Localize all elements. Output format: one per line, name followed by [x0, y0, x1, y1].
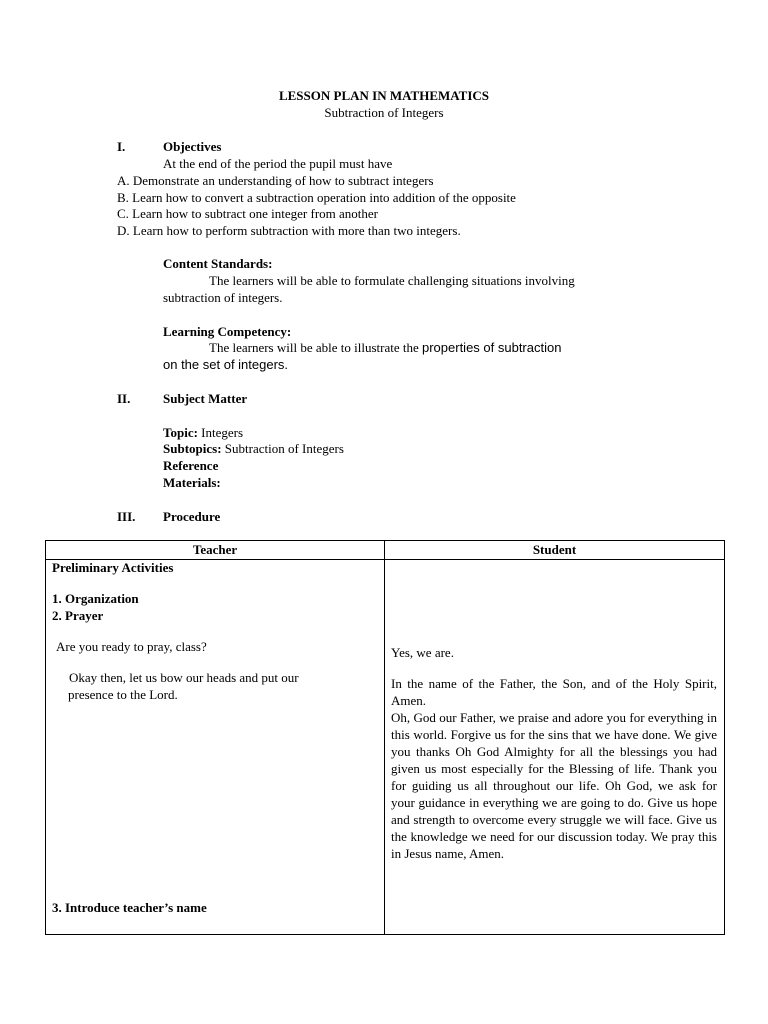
student-prayer: Oh, God our Father, we praise and adore you for everything in this world. Forgive us for the sins that we have done. We give you thanks Oh God Almighty for all the blessings you had given us most especially for the Blessing of life. Thank you for guiding us all throughout our life. Oh God, we ask for your guidance in everything we are going to do. Give us hope and strength to overcome every struggle we will face. Give us the knowledge we need for our discussion today. We pray this in Jesus name, Amen. — [391, 710, 717, 861]
objectives-heading: Objectives — [163, 139, 222, 154]
teacher-question: Are you ready to pray, class? — [56, 639, 207, 654]
document-title: LESSON PLAN IN MATHEMATICS — [278, 88, 490, 103]
objective-item: D. Learn how to perform subtraction with more than two integers. — [117, 223, 461, 238]
learning-competency-line-2: on the set of integers. — [163, 357, 289, 372]
procedure-table-header-row — [46, 541, 725, 560]
reference-label: Reference — [163, 458, 219, 473]
column-header-student: Student — [385, 541, 725, 560]
content-standards-line-2: subtraction of integers. — [163, 290, 283, 305]
section-numeral-2: II. — [117, 391, 131, 406]
topic-value: Integers — [201, 425, 244, 440]
materials-label: Materials: — [163, 475, 221, 490]
learning-competency-line-1-sans: properties of subtraction — [421, 340, 562, 355]
learning-competency-heading: Learning Competency: — [163, 324, 292, 339]
objective-item: A. Demonstrate an understanding of how to subtract integers — [117, 173, 434, 188]
preliminary-activities-heading: Preliminary Activities — [52, 560, 174, 575]
objectives-intro: At the end of the period the pupil must have — [163, 156, 393, 171]
subtopics-line — [163, 441, 344, 457]
column-header-teacher: Teacher — [46, 541, 385, 560]
table-row — [46, 560, 725, 935]
student-answer: Yes, we are. — [391, 645, 454, 660]
procedure-heading: Procedure — [163, 509, 221, 524]
teacher-bow-line-2: presence to the Lord. — [68, 687, 178, 702]
teacher-cell — [46, 560, 385, 935]
section-numeral-1: I. — [117, 139, 126, 154]
student-cell — [385, 560, 725, 935]
procedure-table — [45, 540, 725, 935]
objective-item: B. Learn how to convert a subtraction operation into addition of the opposite — [117, 190, 516, 205]
subtopics-value: Subtraction of Integers — [224, 441, 344, 456]
student-sign-of-cross: In the name of the Father, the Son, and of the Holy Spirit, Amen. — [391, 676, 717, 708]
organization-step: 1. Organization — [52, 591, 139, 606]
objective-item: C. Learn how to subtract one integer from another — [117, 206, 378, 221]
content-standards-heading: Content Standards: — [163, 256, 273, 271]
learning-competency-line-1 — [209, 340, 561, 356]
content-standards-line-1: The learners will be able to formulate challenging situations involving — [209, 273, 575, 288]
document-subtitle: Subtraction of Integers — [324, 105, 444, 120]
topic-label: Topic: — [163, 425, 198, 440]
subject-matter-heading: Subject Matter — [163, 391, 248, 406]
learning-competency-line-1-serif: The learners will be able to illustrate the — [209, 340, 419, 355]
topic-line — [163, 425, 243, 441]
introduce-teacher-step: 3. Introduce teacher’s name — [52, 900, 207, 915]
teacher-bow-line-1: Okay then, let us bow our heads and put our — [69, 670, 299, 685]
prayer-step: 2. Prayer — [52, 608, 104, 623]
section-numeral-3: III. — [117, 509, 136, 524]
subtopics-label: Subtopics: — [163, 441, 222, 456]
